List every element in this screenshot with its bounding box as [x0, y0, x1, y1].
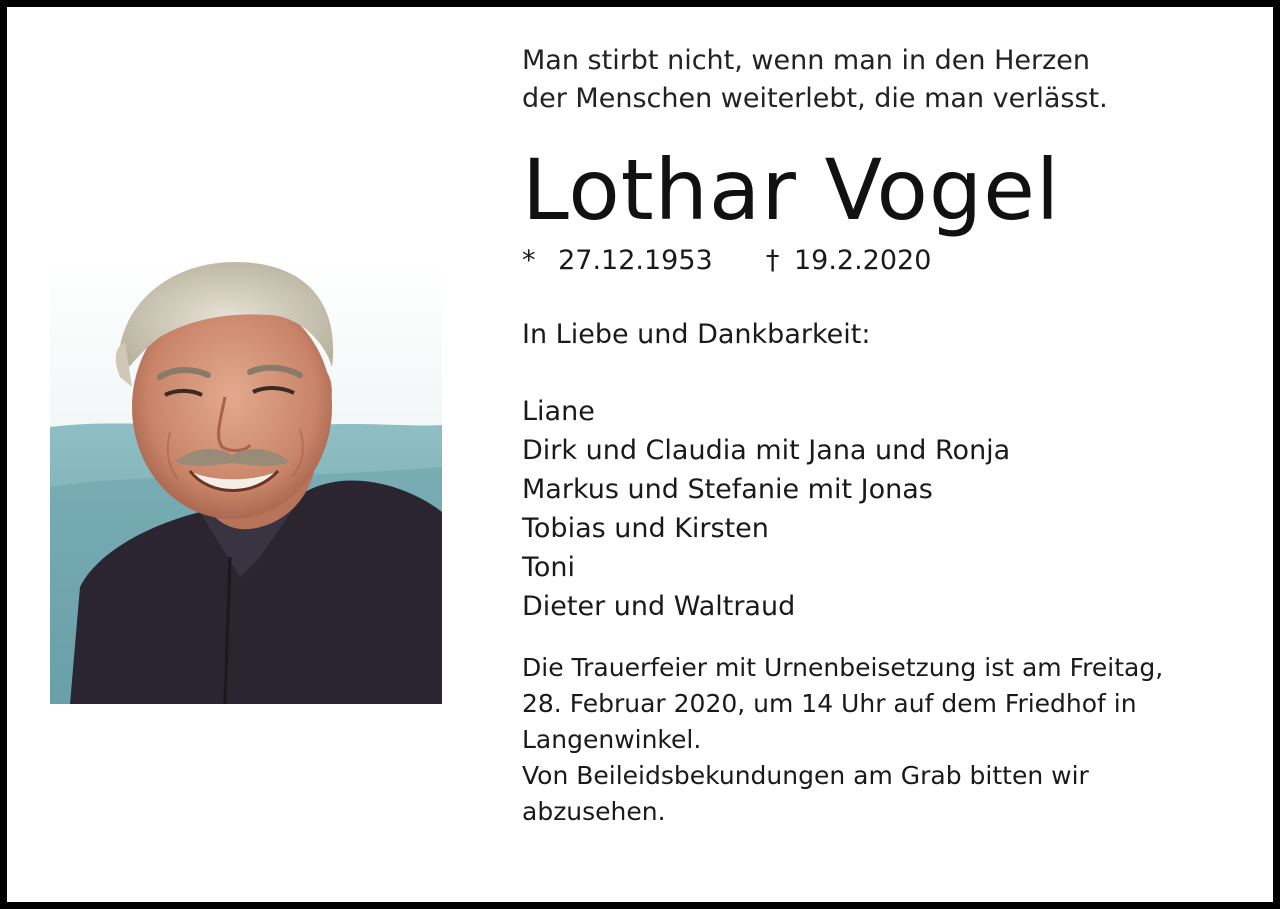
birth-symbol: *	[522, 245, 536, 276]
quote-line: Man stirbt nicht, wenn man in den Herzen	[522, 45, 1091, 76]
quote-line: der Menschen weiterlebt, die man verlässt.	[522, 83, 1108, 114]
notice-line: 28. Februar 2020, um 14 Uhr auf dem Friedhof in	[522, 689, 1137, 718]
family-list	[522, 392, 1242, 626]
family-member: Dirk und Claudia mit Jana und Ronja	[522, 435, 1011, 466]
notice-line: Von Beileidsbekundungen am Grab bitten wir	[522, 761, 1089, 790]
deceased-name: Lothar Vogel	[522, 141, 1061, 239]
family-member: Markus und Stefanie mit Jonas	[522, 474, 933, 505]
family-member: Toni	[522, 552, 576, 583]
portrait-photo	[50, 257, 442, 704]
funeral-notice	[522, 650, 1242, 830]
thanks-line: In Liebe und Dankbarkeit:	[522, 319, 871, 350]
memorial-quote	[522, 42, 1242, 118]
notice-line: Die Trauerfeier mit Urnenbeisetzung ist am Freitag,	[522, 653, 1164, 682]
notice-line: Langenwinkel.	[522, 725, 702, 754]
obituary-text	[522, 42, 1242, 830]
birth-date: 27.12.1953	[558, 245, 713, 276]
family-member: Dieter und Waltraud	[522, 591, 796, 622]
death-symbol: †	[765, 245, 780, 276]
family-member: Tobias und Kirsten	[522, 513, 769, 544]
life-dates	[522, 242, 1242, 280]
family-member: Liane	[522, 396, 595, 427]
notice-line: abzusehen.	[522, 797, 666, 826]
death-date: 19.2.2020	[793, 245, 932, 276]
